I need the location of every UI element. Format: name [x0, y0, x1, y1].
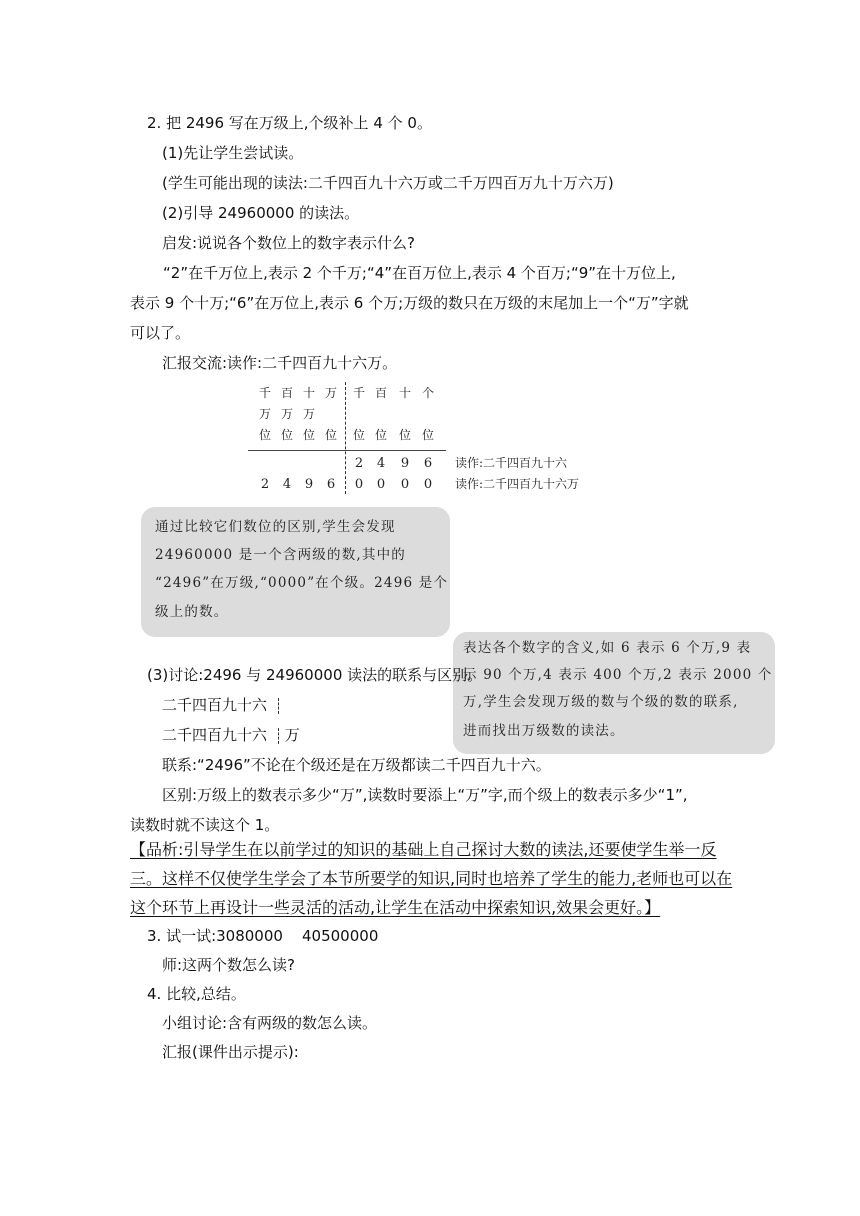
- table-header-cell: 十: [302, 386, 315, 400]
- table-header-cell: 十: [398, 386, 411, 400]
- explanation-line-2: 表示 9 个十万;“6”在万位上,表示 6 个万;万级的数只在万级的末尾加上一个“万”字就: [130, 294, 689, 312]
- table-digit: 9: [400, 456, 410, 471]
- teacher-question: 师:这两个数怎么读?: [162, 956, 296, 974]
- difference-line-1: 区别:万级上的数表示多少“万”,读数时要添上“万”字,而个级上的数表示多少“1”,: [162, 786, 688, 804]
- step-2-3: (3)讨论:2496 与 24960000 读法的联系与区别。: [147, 666, 483, 684]
- table-digit: 0: [354, 477, 364, 492]
- table-header-cell: 万: [302, 407, 315, 421]
- table-header-cell: 位: [302, 428, 315, 442]
- note-line: 进而找出万级数的读法。: [463, 723, 625, 739]
- connection-line: 联系:“2496”不论在个级还是在万级都读二千四百九十六。: [162, 756, 551, 774]
- group-discussion: 小组讨论:含有两级的数怎么读。: [162, 1014, 378, 1032]
- level-divider: [345, 382, 346, 494]
- table-digit: 4: [282, 477, 292, 492]
- table-digit: 0: [423, 477, 433, 492]
- table-digit: 4: [376, 456, 386, 471]
- table-digit: 6: [423, 456, 433, 471]
- explanation-line-1: “2”在千万位上,表示 2 个千万;“4”在百万位上,表示 4 个百万;“9”在十万位上,: [163, 264, 676, 282]
- note-line: 万,学生会发现万级的数与个级的数的联系,: [463, 694, 739, 710]
- table-rule: [248, 450, 446, 451]
- reading-text: 二千四百九十六: [162, 696, 268, 714]
- table-header-cell: 个: [421, 386, 434, 400]
- table-header-cell: 百: [374, 386, 387, 400]
- table-digit: 2: [354, 456, 364, 471]
- prompt-line: 启发:说说各个数位上的数字表示什么?: [162, 234, 416, 252]
- table-digit: 2: [260, 477, 270, 492]
- table-digit: 6: [326, 477, 336, 492]
- step-3-heading: 3. 试一试:3080000 40500000: [147, 927, 379, 945]
- table-header-cell: 位: [374, 428, 387, 442]
- table-header-cell: 万: [280, 407, 293, 421]
- note-line: 示 90 个万,4 表示 400 个万,2 表示 2000 个: [463, 667, 773, 683]
- reading-1: 读作:二千四百九十六: [455, 456, 568, 470]
- commentary-line-2: 三。这样不仅使学生学会了本节所要学的知识,同时也培养了学生的能力,老师也可以在: [130, 869, 733, 888]
- commentary-line-1: 【品析:引导学生在以前学过的知识的基础上自己探讨大数的读法,还要使学生举一反: [130, 840, 717, 859]
- reading-text: 二千四百九十六: [162, 726, 268, 744]
- table-digit: 0: [376, 477, 386, 492]
- explanation-line-3: 可以了。: [130, 324, 191, 342]
- report-prompt: 汇报(课件出示提示):: [162, 1043, 299, 1061]
- table-header-cell: 位: [324, 428, 337, 442]
- note-bubble-left: [141, 507, 450, 637]
- step-2-heading: 2. 把 2496 写在万级上,个级补上 4 个 0。: [147, 114, 432, 132]
- report-line: 汇报交流:读作:二千四百九十六万。: [162, 354, 398, 372]
- table-digit: 0: [400, 477, 410, 492]
- level-divider: [278, 698, 280, 714]
- reading-2: 读作:二千四百九十六万: [455, 477, 580, 491]
- reading-suffix: 万: [284, 726, 300, 744]
- step-2-1: (1)先让学生尝试读。: [162, 144, 304, 162]
- step-4-heading: 4. 比较,总结。: [147, 985, 246, 1003]
- table-header-cell: 万: [258, 407, 271, 421]
- table-header-cell: 位: [398, 428, 411, 442]
- step-2-possible-readings: (学生可能出现的读法:二千四百九十六万或二千万四百万九十万六万): [162, 174, 614, 192]
- table-header-cell: 百: [280, 386, 293, 400]
- note-line: “2496”在万级,“0000”在个级。2496 是个: [155, 575, 449, 591]
- difference-line-2: 读数时就不读这个 1。: [130, 816, 280, 834]
- reading-compare-1: [162, 695, 280, 715]
- note-line: 通过比较它们数位的区别,学生会发现: [155, 519, 396, 535]
- table-header-cell: 万: [324, 386, 337, 400]
- table-header-cell: 位: [352, 428, 365, 442]
- table-digit: 9: [304, 477, 314, 492]
- note-line: 24960000 是一个含两级的数,其中的: [155, 547, 406, 563]
- table-header-cell: 位: [258, 428, 271, 442]
- note-line: 表达各个数字的含义,如 6 表示 6 个万,9 表: [463, 640, 752, 656]
- reading-compare-2: [162, 725, 300, 745]
- step-2-2: (2)引导 24960000 的读法。: [162, 204, 360, 222]
- table-header-cell: 位: [421, 428, 434, 442]
- commentary-line-3: 这个环节上再设计一些灵活的活动,让学生在活动中探索知识,效果会更好。】: [130, 898, 661, 917]
- note-bubble-right: [453, 632, 775, 754]
- note-line: 级上的数。: [155, 604, 229, 620]
- table-header-cell: 千: [258, 386, 271, 400]
- table-header-cell: 位: [280, 428, 293, 442]
- table-header-cell: 千: [352, 386, 365, 400]
- level-divider: [278, 728, 280, 744]
